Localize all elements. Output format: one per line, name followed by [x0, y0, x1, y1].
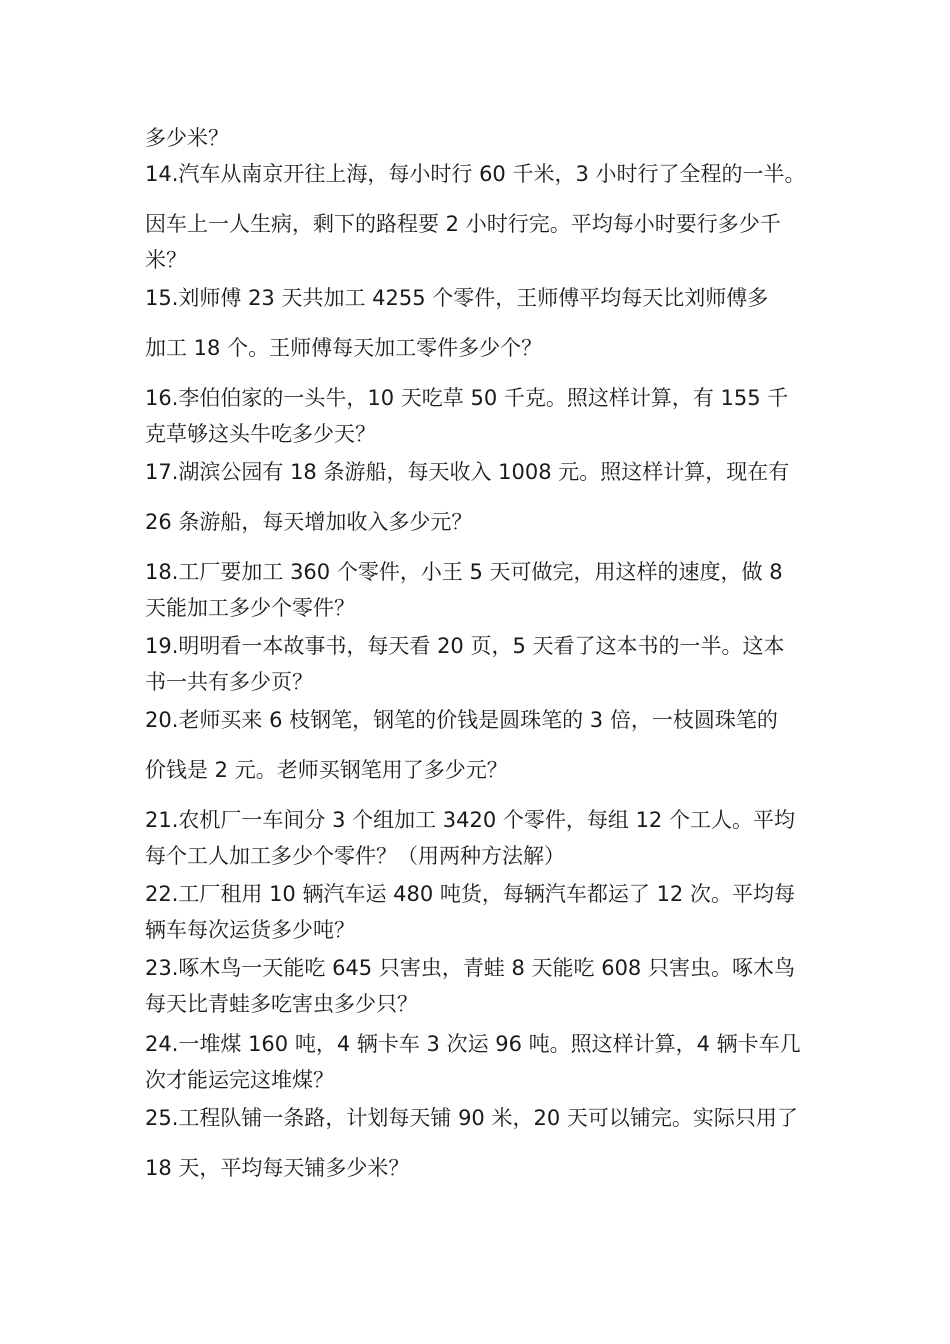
text-line: 19.明明看一本故事书，每天看 20 页，5 天看了这本书的一半。这本: [145, 634, 785, 658]
text-line: 米？: [145, 248, 187, 272]
text-line: 辆车每次运货多少吨？: [145, 918, 355, 942]
text-line: 23.啄木鸟一天能吃 645 只害虫，青蛙 8 天能吃 608 只害虫。啄木鸟: [145, 956, 795, 980]
text-line: 天能加工多少个零件？: [145, 596, 355, 620]
text-line: 次才能运完这堆煤？: [145, 1068, 334, 1092]
text-line: 22.工厂租用 10 辆汽车运 480 吨货，每辆汽车都运了 12 次。平均每: [145, 882, 795, 906]
text-line: 16.李伯伯家的一头牛，10 天吃草 50 千克。照这样计算，有 155 千: [145, 386, 789, 410]
text-line: 每天比青蛙多吃害虫多少只？: [145, 992, 418, 1016]
text-line: 21.农机厂一车间分 3 个组加工 3420 个零件，每组 12 个工人。平均: [145, 808, 795, 832]
text-line: 价钱是 2 元。老师买钢笔用了多少元？: [145, 758, 508, 782]
text-line: 25.工程队铺一条路，计划每天铺 90 米，20 天可以铺完。实际只用了: [145, 1106, 798, 1130]
text-line: 18.工厂要加工 360 个零件，小王 5 天可做完，用这样的速度，做 8: [145, 560, 783, 584]
text-line: 14.汽车从南京开往上海，每小时行 60 千米，3 小时行了全程的一半。: [145, 162, 806, 186]
text-line: 20.老师买来 6 枝钢笔，钢笔的价钱是圆珠笔的 3 倍，一枝圆珠笔的: [145, 708, 778, 732]
text-line: 书一共有多少页？: [145, 670, 313, 694]
text-line: 17.湖滨公园有 18 条游船，每天收入 1008 元。照这样计算，现在有: [145, 460, 790, 484]
text-line: 加工 18 个。王师傅每天加工零件多少个？: [145, 336, 543, 360]
text-line: 因车上一人生病，剩下的路程要 2 小时行完。平均每小时要行多少千: [145, 212, 781, 236]
text-line: 多少米？: [145, 126, 229, 150]
text-line: 26 条游船，每天增加收入多少元？: [145, 510, 473, 534]
text-line: 15.刘师傅 23 天共加工 4255 个零件，王师傅平均每天比刘师傅多: [145, 286, 769, 310]
text-line: 18 天，平均每天铺多少米？: [145, 1156, 410, 1180]
text-line: 克草够这头牛吃多少天？: [145, 422, 376, 446]
text-line: 每个工人加工多少个零件？（用两种方法解）: [145, 844, 565, 868]
text-line: 24.一堆煤 160 吨，4 辆卡车 3 次运 96 吨。照这样计算，4 辆卡车几: [145, 1032, 801, 1056]
